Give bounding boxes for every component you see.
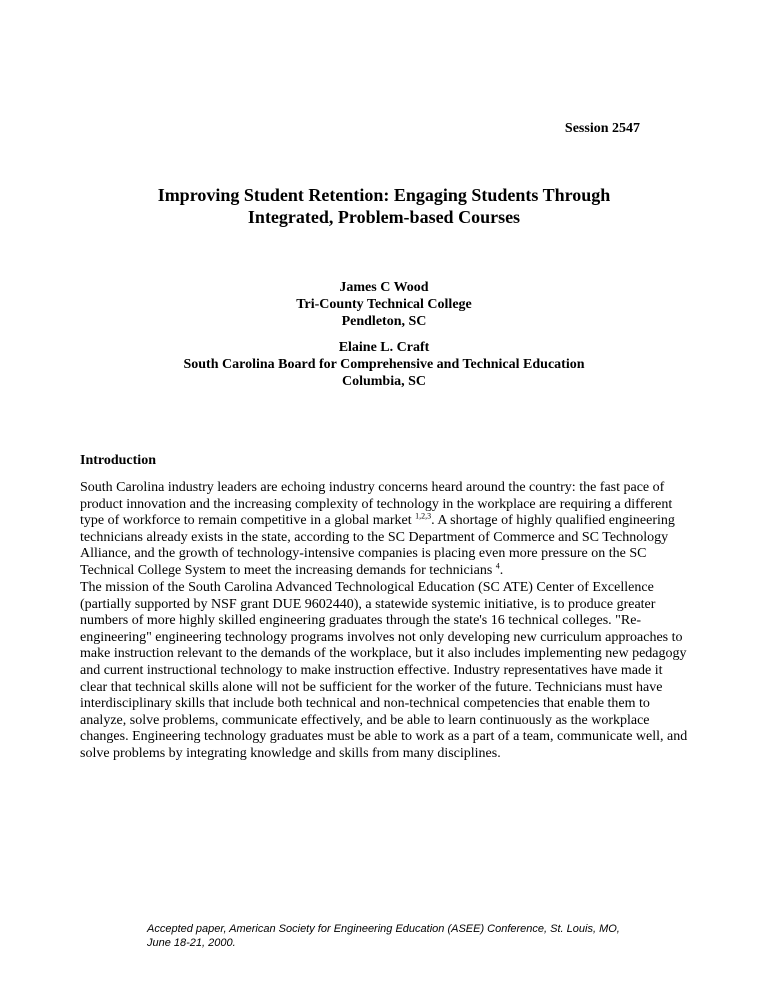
- introduction-paragraph-1: [80, 480, 690, 580]
- paragraph-text: South Carolina industry leaders are echoing industry concerns heard around the country: the fast pace of product innovation and the increasing complexity of technology in the workplace are requiring a different type of workforce to remain competitive in a global market: [80, 480, 673, 529]
- paper-title-line-1: Improving Student Retention: Engaging Students Through: [157, 185, 611, 205]
- author-block-1: [80, 279, 688, 330]
- author-affiliation: South Carolina Board for Comprehensive and Technical Education: [183, 357, 585, 372]
- paragraph-text: .: [499, 562, 504, 578]
- section-heading-introduction: Introduction: [80, 453, 156, 468]
- citation-reference: 4: [495, 561, 500, 571]
- author-location: Columbia, SC: [341, 374, 427, 389]
- page-footer: [147, 922, 627, 950]
- author-name: James C Wood: [339, 280, 429, 295]
- author-affiliation: Tri-County Technical College: [296, 297, 472, 312]
- introduction-paragraph-2: The mission of the South Carolina Advanced Technological Education (SC ATE) Center of Excellence (partially supported by NSF grant DUE 9602440), a statewide systemic initiative, is to produce greater numbers of more highly skilled engineering graduates through the state's 16 technical colleges. "Re-engineering" engineering technology programs involves not only developing new curriculum approaches to make instruction relevant to the demands of the workplace, but it also includes implementing new pedagogy and current instructional technology to make instruction effective. Industry representatives have made it clear that technical skills alone will not be sufficient for the worker of the future. Technicians must have interdisciplinary skills that include both technical and non-technical competencies that enable them to analyze, solve problems, communicate effectively, and be able to learn continuously as the workplace changes. Engineering technology graduates must be able to work as a part of a team, communicate well, and solve problems by integrating knowledge and skills from many disciplines.: [80, 580, 688, 761]
- paper-title-line-2: Integrated, Problem-based Courses: [247, 207, 521, 227]
- paper-title: [80, 184, 688, 228]
- author-block-2: [80, 339, 688, 390]
- paragraph-text: . A shortage of highly qualified engineering technicians already exists in the state, according to the SC Department of Commerce and SC Technology Alliance, and the growth of technology-intensive companies is placing even more pressure on the SC Technical College System to meet the increasing demands for technicians: [80, 513, 675, 578]
- footer-line-2: June 18-21, 2000.: [147, 937, 236, 949]
- session-number: Session 2547: [564, 121, 640, 136]
- author-name: Elaine L. Craft: [338, 340, 430, 355]
- citation-reference: 1,2,3: [415, 511, 432, 521]
- author-location: Pendleton, SC: [341, 314, 427, 329]
- footer-line-1: Accepted paper, American Society for Engineering Education (ASEE) Conference, St. Louis, MO,: [147, 923, 620, 935]
